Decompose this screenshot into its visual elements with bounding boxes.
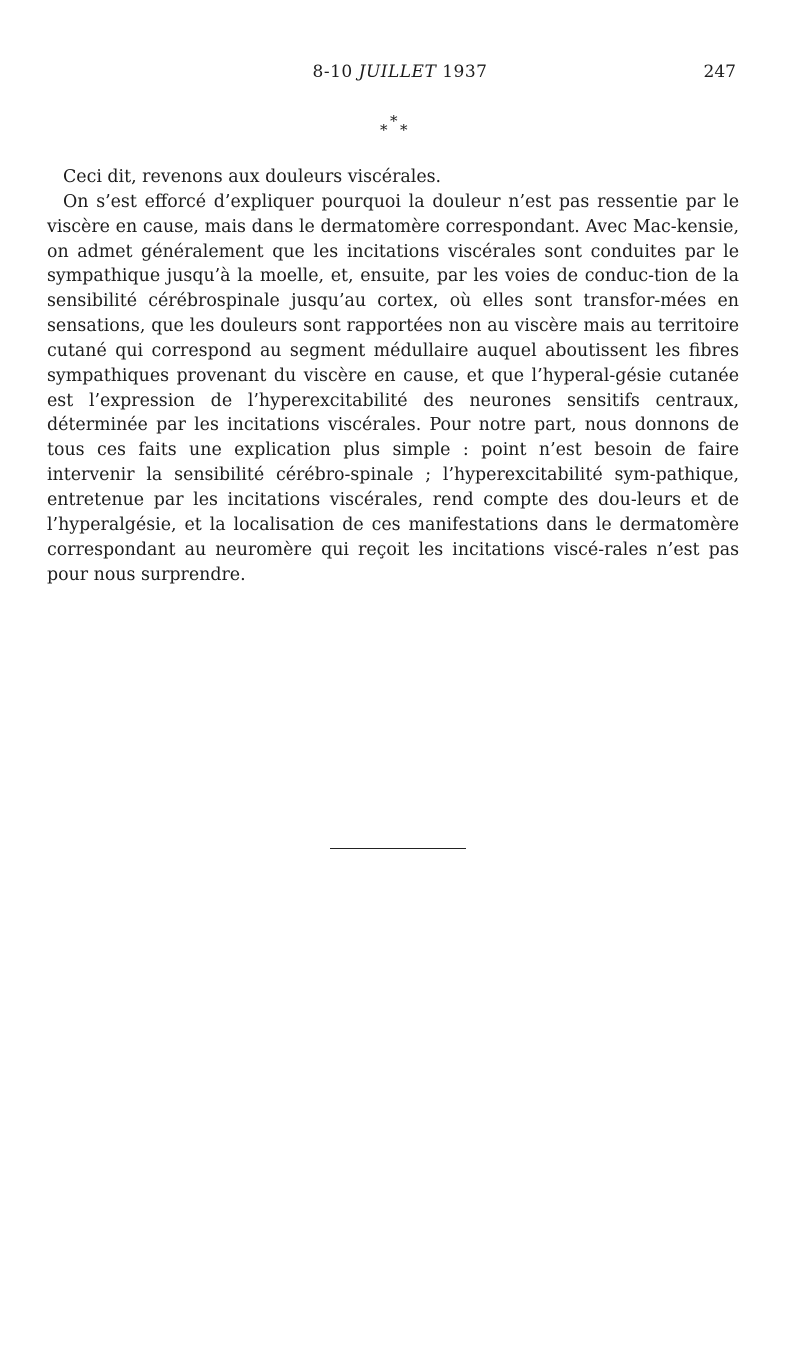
asterism-star-left: * (380, 121, 388, 139)
end-rule (330, 848, 466, 849)
paragraph-intro: Ceci dit, revenons aux douleurs viscérales. (63, 167, 442, 187)
body-text (47, 165, 739, 587)
paragraph-main: On s’est efforcé d’expliquer pourquoi la douleur n’est pas ressentie par le viscère en cause, mais dans le dermatomère correspondant. Avec Mac-kensie, on admet généralement que les incitations viscérales sont conduites par le sympathique jusqu’à la moelle, et, ensuite, par les voies de conduc-tion de la sensibilité cérébrospinale jusqu’au cortex, où elles sont transfor-mées en sensations, que les douleurs sont rapportées non au viscère mais au territoire cutané qui correspond au segment médullaire auquel aboutissent les fibres sympathiques provenant du viscère en cause, et que l’hyperal-gésie cutanée est l’expression de l’hyperexcitabilité des neurones sensitifs centraux, déterminée par les incitations viscérales. Pour notre part, nous donnons de tous ces faits une explication plus simple : point n’est besoin de faire intervenir la sensibilité cérébro-spinale ; l’hyperexcitabilité sym-pathique, entretenue par les incitations viscérales, rend compte des dou-leurs et de l’hyperalgésie, et la localisation de ces manifestations dans le dermatomère correspondant au neuromère qui reçoit les incitations viscé-rales n’est pas pour nous surprendre. (47, 191, 739, 585)
header-date-prefix: 8-10 (312, 62, 359, 82)
asterism-star-right: * (400, 121, 408, 139)
header-year: 1937 (436, 62, 488, 82)
header-month: JUILLET (358, 62, 437, 82)
asterism-separator (376, 112, 416, 138)
running-header (0, 62, 800, 82)
asterism-star-top: * (390, 112, 398, 130)
page-number: 247 (703, 62, 736, 82)
